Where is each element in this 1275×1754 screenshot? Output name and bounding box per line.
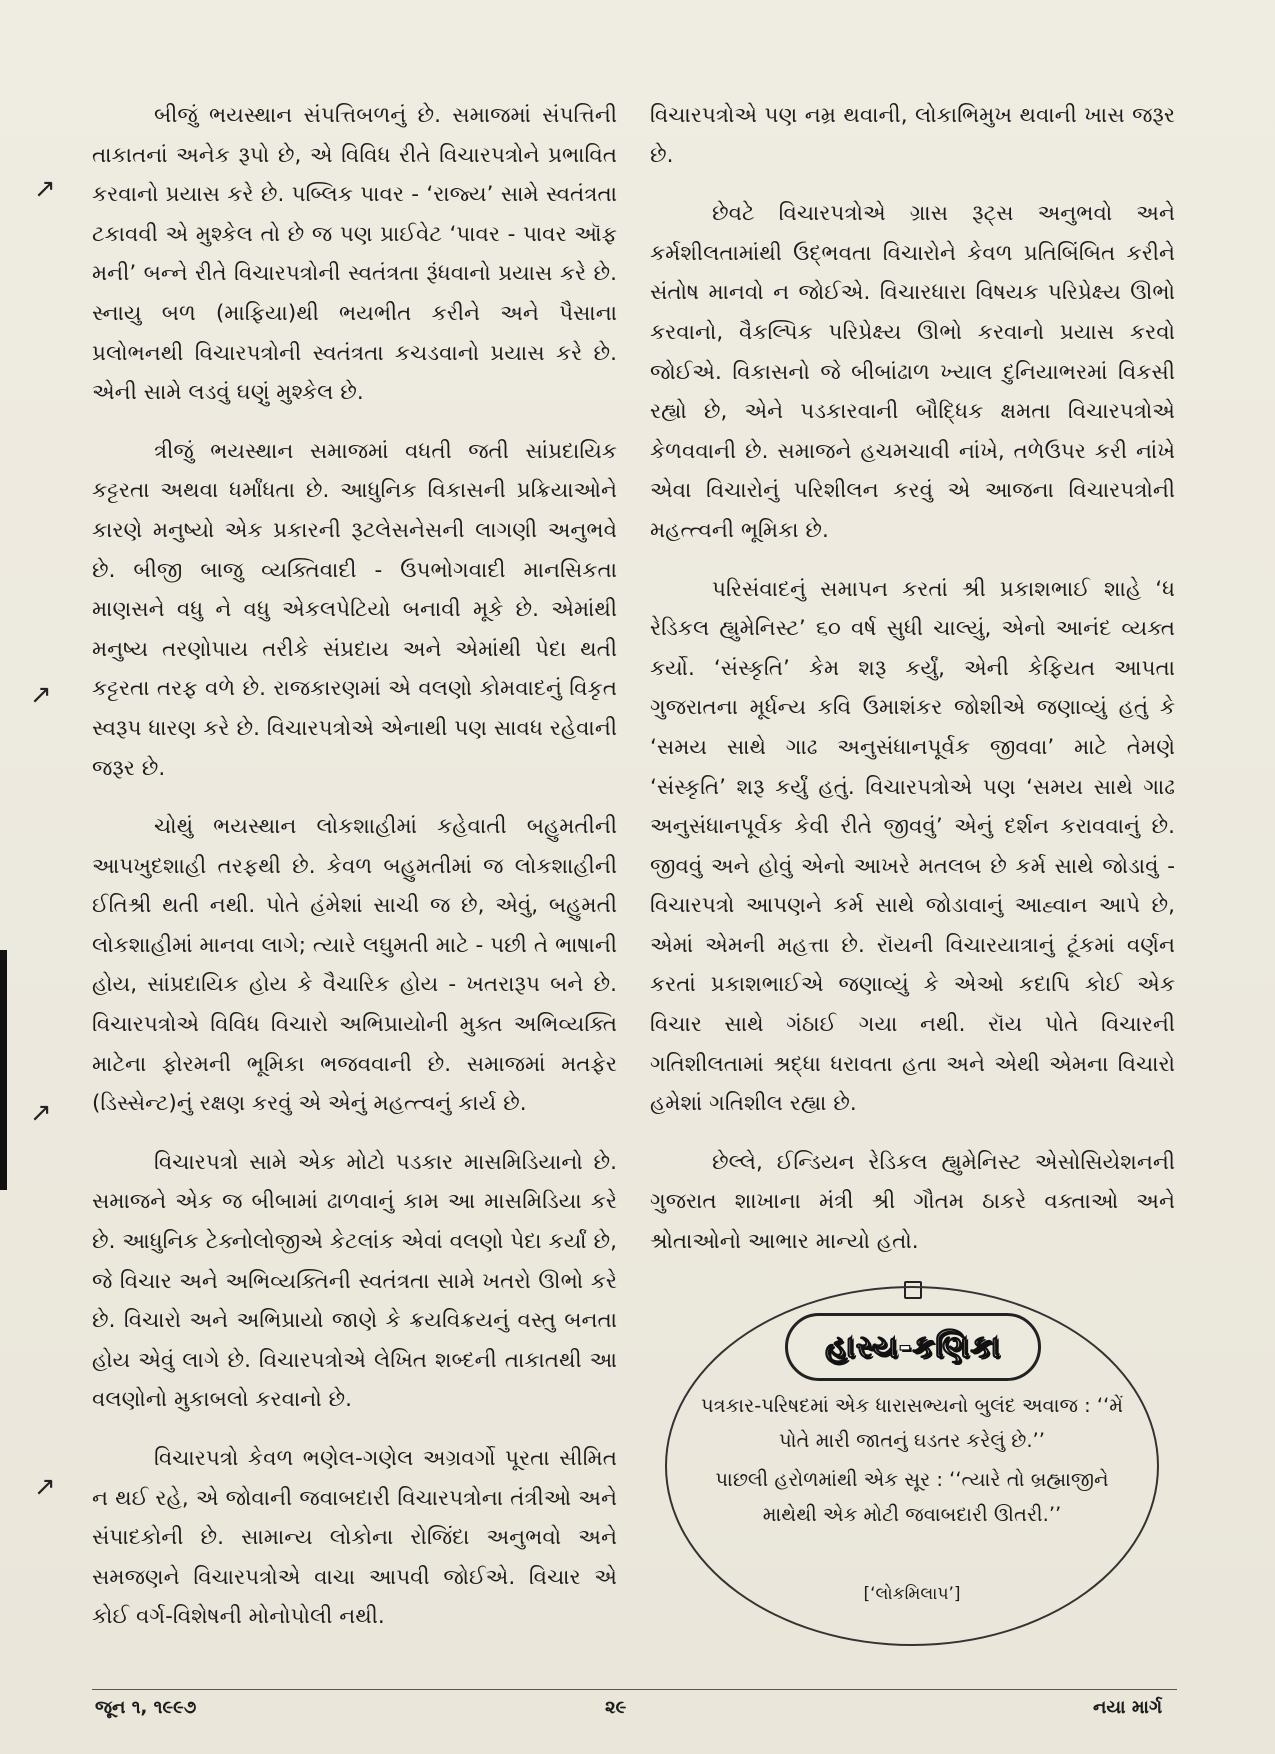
footer-page-number: ૨૯ <box>605 1697 627 1718</box>
footer-rule <box>92 1689 1177 1690</box>
humor-line-1: પત્રકાર-પરિષદમાં એક ધારાસભ્યનો બુલંદ અવાજ : ‘‘મેં પોતે મારી જાતનું ઘડતર કરેલું છે.’’ <box>700 1394 1124 1452</box>
humor-source: [‘લોકમિલાપ’] <box>863 1584 961 1604</box>
pencil-tick-mark: ↗ <box>30 680 52 710</box>
humor-box-title: હાસ્ય-કણિકા <box>825 1328 1001 1365</box>
paragraph-humility: વિચારપત્રોએ પણ નમ્ર થવાની, લોકાભિમુખ થવાની ખાસ જરૂર છે. <box>650 103 1175 168</box>
paragraph-thanks: છેલ્લે, ઈન્ડિયન રેડિકલ હ્યુમેનિસ્ટ એસોસિયેશનની ગુજરાત શાખાના મંત્રી શ્રી ગૌતમ ઠાકરે વક્તાઓ અને શ્રોતાઓનો આભાર માન્યો હતો. <box>650 1149 1175 1255</box>
right-column <box>650 96 1175 1299</box>
left-column <box>92 96 617 1656</box>
paragraph-wealth-threat: બીજું ભયસ્થાન સંપત્તિબળનું છે. સમાજમાં સંપત્તિની તાકાતનાં અનેક રૂપો છે, એ વિવિધ રીતે વિચારપત્રોને પ્રભાવિત કરવાનો પ્રયાસ કરે છે. પબ્લિક પાવર - ‘રાજ્ય’ સામે સ્વતંત્રતા ટકાવવી એ મુશ્કેલ તો છે જ પણ પ્રાઈવેટ ‘પાવર - પાવર ઑફ મની’ બન્ને રીતે વિચારપત્રોની સ્વતંત્રતા રૂંધવાનો પ્રયાસ કરે છે. સ્નાયુ બળ (માફિયા)થી ભયભીત કરીને અને પૈસાના પ્રલોભનથી વિચારપત્રોની સ્વતંત્રતા કચડવાનો પ્રયાસ કરે છે. એની સામે લડવું ઘણું મુશ્કેલ છે. <box>92 103 617 406</box>
humor-box-body <box>697 1388 1127 1536</box>
humor-box <box>665 1286 1159 1646</box>
humor-line-2: પાછલી હરોળમાંથી એક સૂર : ‘‘ત્યારે તો બ્રહ્માજીને માથેથી એક મોટી જવાબદારી ઊતરી.’’ <box>715 1468 1109 1526</box>
paragraph-grassroots: છેવટે વિચારપત્રોએ ગ્રાસ રૂટ્સ અનુભવો અને કર્મશીલતામાંથી ઉદ્ભવતા વિચારોને કેવળ પ્રતિબિંબિત કરીને સંતોષ માનવો ન જોઈએ. વિચારધારા વિષયક પરિપ્રેક્ષ્ય ઊભો કરવાનો, વૈકલ્પિક પરિપ્રેક્ષ્ય ઊભો કરવાનો પ્રયાસ કરવો જોઈએ. વિકાસનો જે બીબાંઢાળ ખ્યાલ દુનિયાભરમાં વિકસી રહ્યો છે, એને પડકારવાની બૌદ્ધિક ક્ષમતા વિચારપત્રોએ કેળવવાની છે. સમાજને હચમચાવી નાંખે, તળેઉપર કરી નાંખે એવા વિચારોનું પરિશીલન કરવું એ આજના વિચારપત્રોની મહત્ત્વની ભૂમિકા છે. <box>650 201 1175 543</box>
paragraph-communalism-threat: ત્રીજું ભયસ્થાન સમાજમાં વધતી જતી સાંપ્રદાયિક કટ્ટરતા અથવા ધર્માંધતા છે. આધુનિક વિકાસની પ્રક્રિયાઓને કારણે મનુષ્યો એક પ્રકારની રૂટલેસનેસની લાગણી અનુભવે છે. બીજી બાજુ વ્યક્તિવાદી - ઉપભોગવાદી માનસિકતા માણસને વધુ ને વધુ એકલપેટિયો બનાવી મૂકે છે. એમાંથી મનુષ્ય તરણોપાય તરીકે સંપ્રદાય અને એમાંથી પેદા થતી કટ્ટરતા તરફ વળે છે. રાજકારણમાં એ વલણો કોમવાદનું વિકૃત સ્વરૂપ ધારણ કરે છે. વિચારપત્રોએ એનાથી પણ સાવધ રહેવાની જરૂર છે. <box>92 438 617 781</box>
pencil-tick-mark: ↗ <box>34 174 56 204</box>
pencil-tick-mark: ↗ <box>30 1098 52 1128</box>
scan-edge-shadow <box>0 950 7 1190</box>
paragraph-mass-media: વિચારપત્રો સામે એક મોટો પડકાર માસમિડિયાનો છે. સમાજને એક જ બીબામાં ઢાળવાનું કામ આ માસમિડિયા કરે છે. આધુનિક ટેક્નોલોજીએ કેટલાંક એવાં વલણો પેદા કર્યાં છે, જે વિચાર અને અભિવ્યક્તિની સ્વતંત્રતા સામે ખતરો ઊભો કરે છે. વિચારો અને અભિપ્રાયો જાણે કે ક્રયવિક્રયનું વસ્તુ બનતા હોય એવું લાગે છે. વિચારપત્રોએ લેખિત શબ્દની તાકાતથી આ વલણોનો મુકાબલો કરવાનો છે. <box>92 1149 617 1413</box>
humor-box-title-badge <box>785 1313 1041 1381</box>
paragraph-majority-threat: ચોથું ભયસ્થાન લોકશાહીમાં કહેવાતી બહુમતીની આપખુદશાહી તરફથી છે. કેવળ બહુમતીમાં જ લોકશાહીની ઈતિશ્રી થતી નથી. પોતે હંમેશાં સાચી જ છે, એવું, બહુમતી લોકશાહીમાં માનવા લાગે; ત્યારે લઘુમતી માટે - પછી તે ભાષાની હોય, સાંપ્રદાયિક હોય કે વૈચારિક હોય - ખતરારૂપ બને છે. વિચારપત્રોએ વિવિધ વિચારો અભિપ્રાયોની મુક્ત અભિવ્યક્તિ માટેના ફોરમની ભૂમિકા ભજવવાની છે. સમાજમાં મતફેર (ડિસ્સેન્ટ)નું રક્ષણ કરવું એ એનું મહત્ત્વનું કાર્ય છે. <box>92 814 617 1117</box>
pencil-tick-mark: ↗ <box>34 1472 56 1502</box>
footer-publication: નયા માર્ગ <box>1093 1697 1163 1718</box>
paragraph-elite-limit: વિચારપત્રો કેવળ ભણેલ-ગણેલ અગ્રવર્ગો પૂરતા સીમિત ન થઈ રહે, એ જોવાની જવાબદારી વિચારપત્રોના તંત્રીઓ અને સંપાદકોની છે. સામાન્ય લોકોના રોજિંદા અનુભવો અને સમજણને વિચારપત્રોએ વાચા આપવી જોઈએ. વિચાર એ કોઈ વર્ગ-વિશેષની મોનોપોલી નથી. <box>92 1446 617 1630</box>
paragraph-conclusion: પરિસંવાદનું સમાપન કરતાં શ્રી પ્રકાશભાઈ શાહે ‘ધ રેડિકલ હ્યુમેનિસ્ટ’ ૬૦ વર્ષ સુધી ચાલ્યું, એનો આનંદ વ્યક્ત કર્યો. ‘સંસ્કૃતિ’ કેમ શરૂ કર્યું, એની કેફિયત આપતા ગુજરાતના મૂર્ધન્ય કવિ ઉમાશંકર જોશીએ જણાવ્યું હતું કે ‘સમય સાથે ગાઢ અનુસંધાનપૂર્વક જીવવા’ માટે તેમણે ‘સંસ્કૃતિ’ શરૂ કર્યું હતું. વિચારપત્રોએ પણ ‘સમય સાથે ગાઢ અનુસંધાનપૂર્વક કેવી રીતે જીવવું’ એનું દર્શન કરાવવાનું છે. જીવવું અને હોવું એનો આખરે મતલબ છે કર્મ સાથે જોડાવું - વિચારપત્રો આપણને કર્મ સાથે જોડાવાનું આહ્વાન આપે છે, એમાં એમની મહત્તા છે. રૉયની વિચારયાત્રાનું ટૂંકમાં વર્ણન કરતાં પ્રકાશભાઈએ જણાવ્યું કે એઓ કદાપિ કોઈ એક વિચાર સાથે ગંઠાઈ ગયા નથી. રૉય પોતે વિચારની ગતિશીલતામાં શ્રદ્ધા ધરાવતા હતા અને એથી એમના વિચારો હમેશાં ગતિશીલ રહ્યા છે. <box>650 576 1175 1117</box>
footer-date: જૂન ૧, ૧૯૯૭ <box>95 1697 197 1718</box>
